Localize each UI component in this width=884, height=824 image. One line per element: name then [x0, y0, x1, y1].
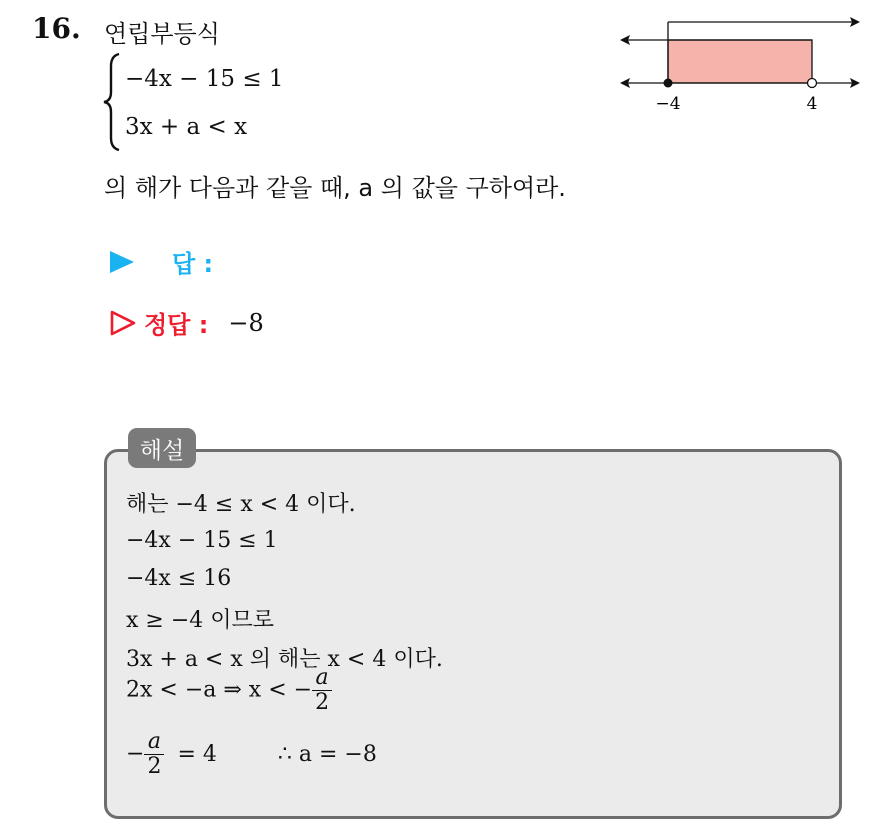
fraction-denominator: 2 [147, 754, 162, 780]
fraction-numerator: a [144, 730, 164, 755]
question-prompt: 의 해가 다음과 같을 때, a 의 값을 구하여라. [104, 174, 566, 202]
outline-triangle-icon [110, 310, 136, 336]
solution-line-7 [126, 730, 377, 779]
fraction-numerator: a [312, 666, 332, 691]
solution-line-7-right: = 4 [177, 741, 217, 767]
closed-point [664, 79, 673, 88]
solution-line-5: 3x + a < x 의 해는 x < 4 이다. [126, 647, 443, 672]
correct-answer-value: −8 [228, 308, 264, 337]
fraction-denominator: 2 [315, 690, 330, 716]
solution-line-6-left: 2x < −a ⇒ x < − [126, 677, 313, 703]
solution-line-4: x ≥ −4 이므로 [126, 608, 275, 633]
open-point [808, 79, 817, 88]
solution-tag: 해설 [128, 428, 196, 468]
correct-answer-label: 정답 : [144, 311, 209, 339]
fraction-a-over-2 [312, 666, 332, 715]
solution-line-3: −4x ≤ 16 [126, 566, 232, 591]
answer-row [110, 244, 231, 279]
solution-conclusion: ∴ a = −8 [277, 741, 377, 767]
answer-triangle-icon [110, 251, 134, 273]
tick-label-right: 4 [806, 94, 818, 114]
solution-line-7-minus: − [126, 741, 145, 767]
question-number: 16. [32, 12, 81, 45]
answer-label: 답 : [172, 250, 214, 278]
fraction-a-over-2-b [144, 730, 164, 779]
solution-line-6 [126, 666, 332, 715]
solution-line-2: −4x − 15 ≤ 1 [126, 528, 278, 553]
question-title: 연립부등식 [104, 20, 220, 48]
number-line-graph [612, 12, 868, 116]
system-line-1: −4x − 15 ≤ 1 [125, 66, 284, 92]
solution-region [668, 40, 812, 83]
system-brace [102, 52, 122, 152]
system-line-2: 3x + a < x [125, 114, 248, 140]
correct-answer-row [110, 305, 264, 340]
solution-line-1: 해는 −4 ≤ x < 4 이다. [126, 492, 356, 517]
tick-label-left: −4 [655, 94, 681, 114]
